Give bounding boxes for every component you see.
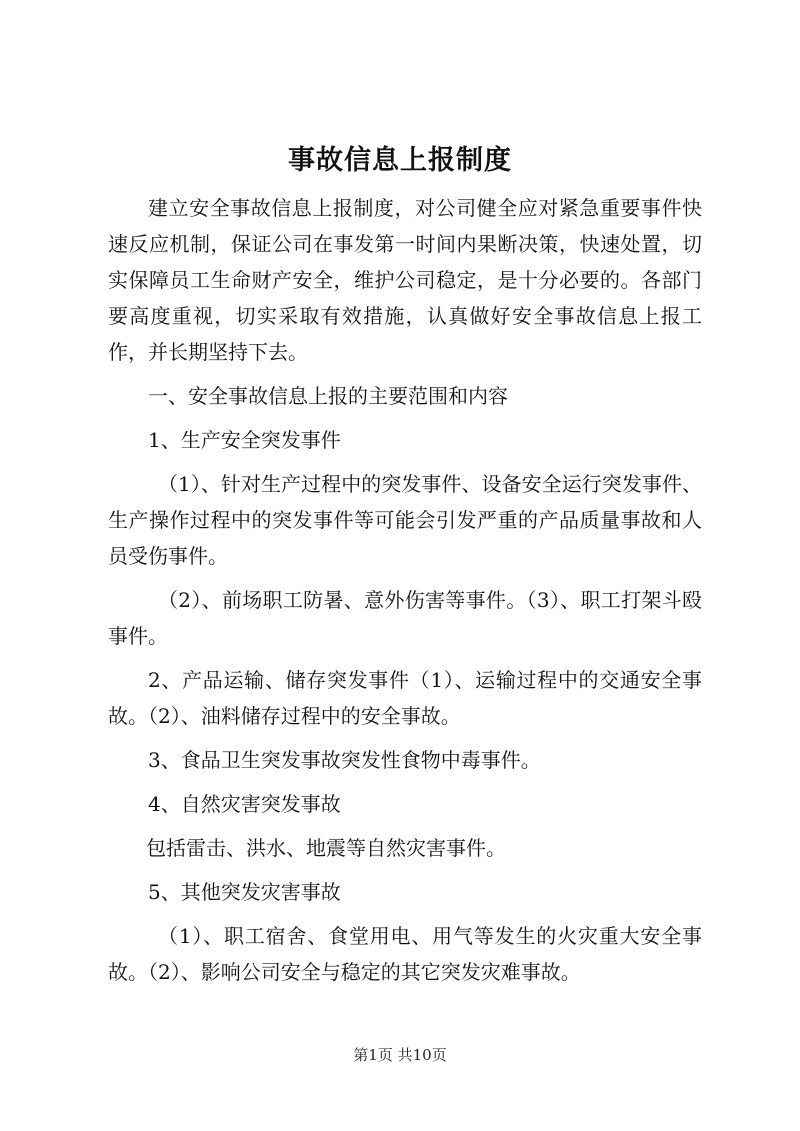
section-heading-scope: 一、安全事故信息上报的主要范围和内容 — [148, 384, 508, 408]
item-other-disaster: 5、其他突发灾害事故 — [148, 880, 341, 904]
item-food-hygiene: 3、食品卫生突发事故突发性食物中毒事件。 — [148, 748, 541, 772]
item-transport-storage: 2、产品运输、储存突发事件（1）、运输过程中的交通安全事故。（2）、油料储存过程中的安全事故。 — [108, 668, 702, 728]
item-natural-disaster-detail: 包括雷击、洪水、地震等自然灾害事件。 — [146, 836, 506, 860]
item-production-detail-1: （1）、针对生产过程中的突发事件、设备安全运行突发事件、生产操作过程中的突发事件等可能会引发严重的产品质量事故和人员受伤事件。 — [108, 472, 702, 568]
paragraph-intro: 建立安全事故信息上报制度，对公司健全应对紧急重要事件快速反应机制，保证公司在事发第一时间内果断决策，快速处置，切实保障员工生命财产安全，维护公司稳定，是十分必要的。各部门要高度重视，切实采取有效措施，认真做好安全事故信息上报工作，并长期坚持下去。 — [108, 196, 702, 364]
document-title: 事故信息上报制度 — [288, 145, 512, 176]
document-body — [108, 190, 702, 998]
item-other-disaster-detail: （1）、职工宿舍、食堂用电、用气等发生的火灾重大安全事故。（2）、影响公司安全与稳定的其它突发灾难事故。 — [108, 924, 702, 984]
item-production-safety: 1、生产安全突发事件 — [148, 428, 341, 452]
page-footer: 第1页 共10页 — [353, 1046, 447, 1064]
item-natural-disaster: 4、自然灾害突发事故 — [148, 792, 341, 816]
item-production-detail-2: （2）、前场职工防暑、意外伤害等事件。（3）、职工打架斗殴事件。 — [108, 588, 702, 648]
